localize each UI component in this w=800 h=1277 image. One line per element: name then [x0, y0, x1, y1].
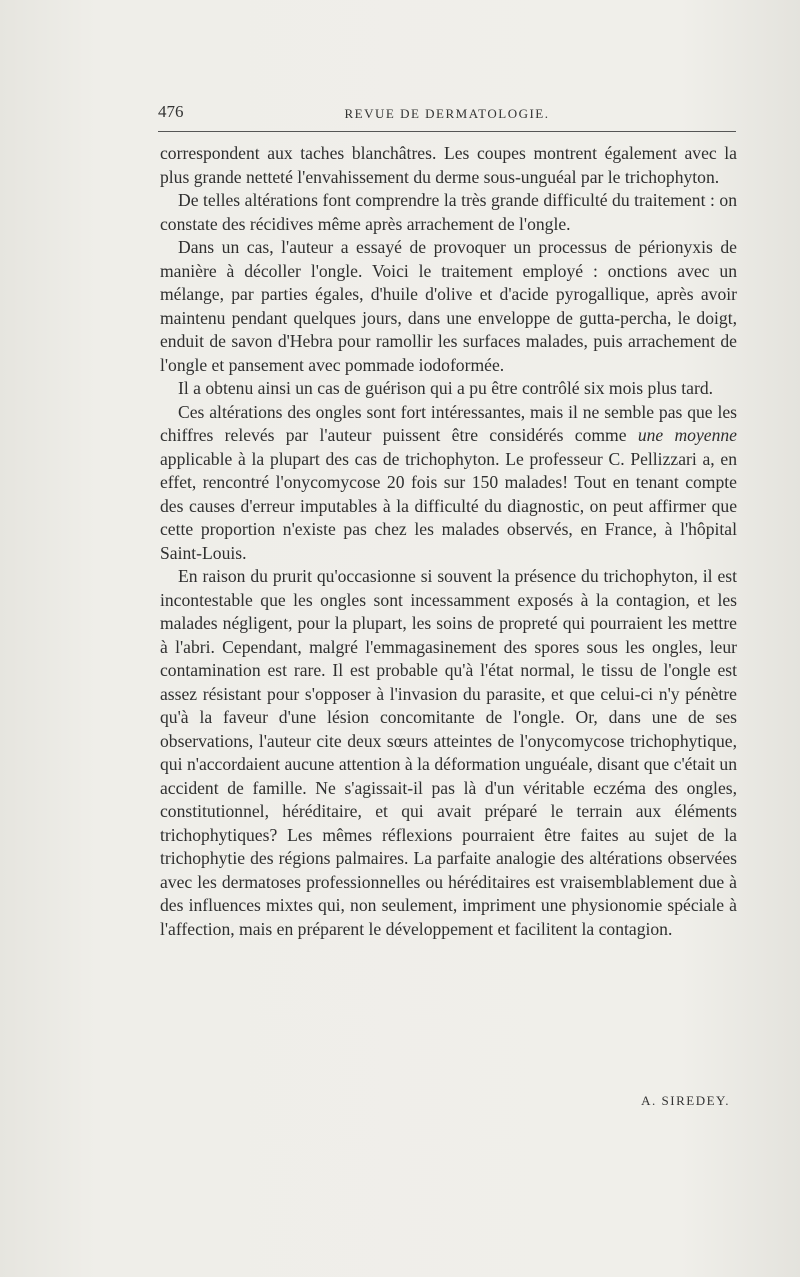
paragraph: En raison du prurit qu'occasionne si souvent la présence du trichophyton, il est incontestable que les ongles sont incessamment exposés à la contagion, et les malades négligent, pour la plupart, les soins de propreté qui pourraient les mettre à l'abri. Cependant, malgré l'emmagasinement des spores sous les ongles, leur contamination est rare. Il est probable qu'à l'état normal, le tissu de l'ongle est assez résistant pour s'opposer à l'invasion du parasite, et que celui-ci n'y pénètre qu'à la faveur d'une lésion concomitante de l'ongle. Or, dans une de ses observations, l'auteur cite deux sœurs atteintes de l'onycomycose trichophytique, qui n'accordaient aucune attention à la déformation unguéale, disant que c'était un accident de famille. Ne s'agissait-il pas là d'un véritable eczéma des ongles, constitutionnel, héréditaire, et qui avait préparé le terrain aux éléments trichophytiques? Les mêmes réflexions pourraient être faites au sujet de la trichophytie des régions palmaires. La parfaite analogie des altérations observées avec les dermatoses professionnelles ou héréditaires est vraisemblablement due à des influences mixtes qui, non seulement, impriment une physionomie spéciale à l'affection, mais en préparent le développement et facilitent la contagion. — [160, 566, 737, 939]
paragraph-text: Ces altérations des ongles sont fort intéressantes, mais il ne semble pas que les chiffres relevés par l'auteur puissent être considérés comme — [160, 401, 737, 445]
page-number: 476 — [158, 102, 184, 121]
paragraph: Il a obtenu ainsi un cas de guérison qui a pu être contrôlé six mois plus tard. — [178, 378, 714, 398]
paragraph-text: applicable à la plupart des cas de trichophyton. Le professeur C. Pellizzari a, en effet, rencontré l'onycomycose 20 fois sur 150 malades! Tout en tenant compte des causes d'erreur imputables à la difficulté du diagnostic, on peut affirmer que cette proportion n'existe pas chez les malades observés, en France, à l'hôpital Saint-Louis. — [160, 448, 737, 563]
page-header — [158, 100, 736, 126]
paragraph: correspondent aux taches blanchâtres. Les coupes montrent également avec la plus grande netteté l'envahissement du derme sous-unguéal par le trichophyton. — [160, 143, 737, 187]
author-signature: A. SIREDEY. — [641, 1093, 730, 1108]
paragraph: Dans un cas, l'auteur a essayé de provoquer un processus de périonyxis de manière à décoller l'ongle. Voici le traitement employé : onctions avec un mélange, par parties égales, d'huile d'olive et d'acide pyrogallique, après avoir maintenu pendant quelques jours, dans une enveloppe de gutta-percha, le doigt, enduit de savon d'Hebra pour ramollir les surfaces malades, puis arrachement de l'ongle et pansement avec pommade iodoformée. — [160, 237, 737, 375]
paragraph — [160, 401, 737, 566]
header-rule — [158, 131, 736, 132]
running-title: REVUE DE DERMATOLOGIE. — [344, 106, 550, 121]
paragraph: De telles altérations font comprendre la très grande difficulté du traitement : on constate des récidives même après arrachement de l'ongle. — [160, 190, 737, 234]
italic-phrase: une moyenne — [637, 425, 737, 445]
article-body — [160, 142, 737, 941]
